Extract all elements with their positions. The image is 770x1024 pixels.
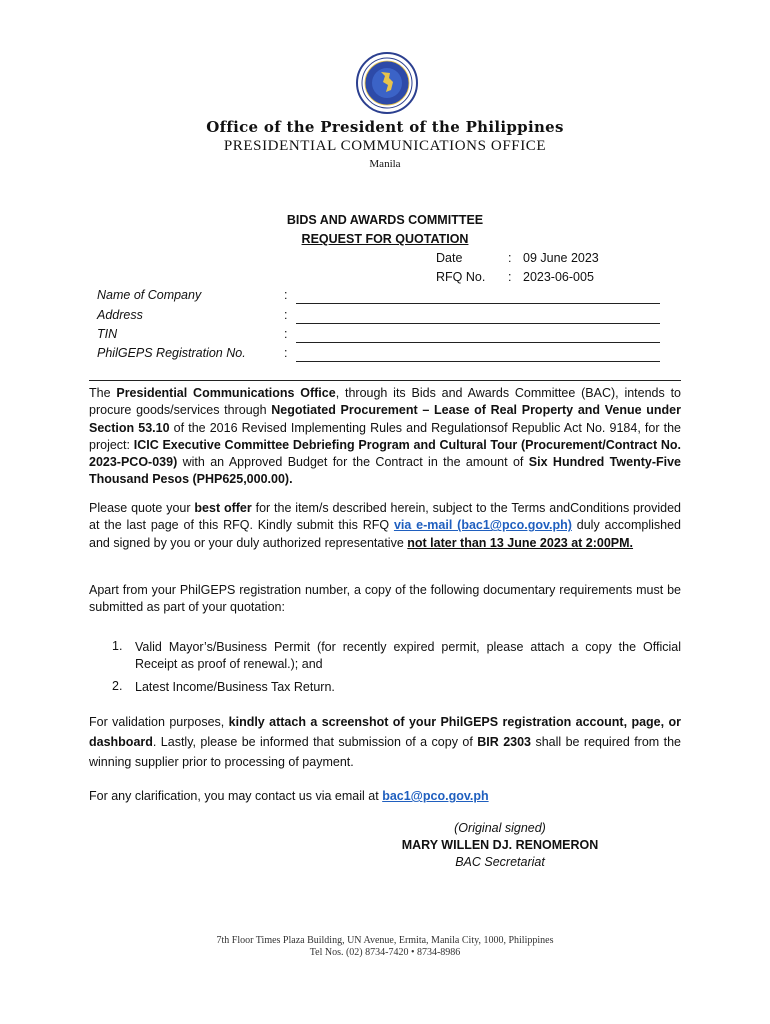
- contact-email-link[interactable]: bac1@pco.gov.ph: [382, 789, 489, 803]
- tin-field[interactable]: [296, 342, 660, 343]
- address-field[interactable]: [296, 323, 660, 324]
- date-label: Date: [436, 251, 463, 265]
- letterhead-department: PRESIDENTIAL COMMUNICATIONS OFFICE: [223, 138, 547, 154]
- document-title: REQUEST FOR QUOTATION: [301, 232, 469, 246]
- pco-seal-logo: [356, 52, 418, 114]
- company-name-field[interactable]: [296, 303, 660, 304]
- budget-amount: Six Hundred Twenty-Five Thousand Pesos (PHP625,000.00).: [89, 455, 681, 487]
- signature-note: (Original signed): [454, 821, 546, 835]
- pco-name: Presidential Communications Office: [116, 386, 336, 400]
- rfq-number-label: RFQ No.: [436, 270, 486, 284]
- list-number-1: 1.: [112, 639, 123, 653]
- company-name-colon: :: [284, 288, 288, 302]
- contact-paragraph: For any clarification, you may contact us via email at bac1@pco.gov.ph: [89, 789, 489, 803]
- footer-phone: Tel Nos. (02) 8734-7420 • 8734-8986: [309, 947, 461, 958]
- address-colon: :: [284, 308, 288, 322]
- requirement-item-1: Valid Mayor’s/Business Permit (for recently expired permit, please attach a copy the Official Receipt as proof of renewal.); and: [135, 640, 681, 672]
- letterhead-city: Manila: [369, 158, 401, 170]
- project-name: ICIC Executive Committee Debriefing Program and Cultural Tour (Procurement/Contract No. 2023-PCO-039): [89, 437, 681, 470]
- rfq-number-colon: :: [508, 270, 512, 284]
- address-label: Address: [97, 308, 143, 322]
- letterhead-office: Office of the President of the Philippines: [206, 118, 564, 136]
- philgeps-field[interactable]: [296, 361, 660, 362]
- date-value: 09 June 2023: [523, 251, 599, 265]
- email-submission-link[interactable]: via e-mail (bac1@pco.gov.ph): [393, 518, 572, 533]
- rfq-number-value: 2023-06-005: [523, 270, 594, 284]
- validation-paragraph: For validation purposes, kindly attach a screenshot of your PhilGEPS registration account, page, or dashboard. Lastly, please be informed that submission of a copy of BIR 2303 shall be required from the winning supplier prior to processing of payment.: [89, 715, 682, 769]
- requirement-item-2: Latest Income/Business Tax Return.: [135, 680, 335, 694]
- committee-heading: BIDS AND AWARDS COMMITTEE: [286, 213, 484, 227]
- company-name-label: Name of Company: [97, 288, 202, 302]
- procurement-mode: Negotiated Procurement – Lease of Real Property and Venue under Section 53.10: [89, 403, 681, 435]
- footer-address: 7th Floor Times Plaza Building, UN Avenue, Ermita, Manila City, 1000, Philippines: [216, 935, 554, 946]
- section-divider: [89, 380, 681, 381]
- tin-label: TIN: [97, 327, 118, 341]
- deadline-text: not later than 13 June 2023 at 2:00PM.: [407, 535, 634, 550]
- signatory-position: BAC Secretariat: [455, 855, 545, 869]
- requirements-paragraph: Apart from your PhilGEPS registration number, a copy of the following documentary requirements must be submitted as part of your quotation:: [89, 583, 681, 615]
- philgeps-colon: :: [284, 346, 288, 360]
- philgeps-label: PhilGEPS Registration No.: [97, 346, 246, 360]
- submission-paragraph: Please quote your best offer for the item/s described herein, subject to the Terms andConditions provided at the last page of this RFQ. Kindly submit this RFQ via e-mail (bac1@pco.gov.ph) duly accomplished and signed by you or your duly authorized representative not later than 13 June 2023 at 2:00PM.: [89, 501, 682, 550]
- signatory-name: MARY WILLEN DJ. RENOMERON: [401, 838, 599, 852]
- list-number-2: 2.: [112, 679, 123, 693]
- intro-paragraph: The Presidential Communications Office, through its Bids and Awards Committee (BAC), intends to procure goods/services through Negotiated Procurement – Lease of Real Property and Venue under Section 53.10 of the 2016 Revised Implementing Rules and Regulationsof Republic Act No. 9184, for the project: ICIC Executive Committee Debriefing Program and Cultural Tour (Procurement/Contract No. 2023-PCO-039) with an Approved Budget for the Contract in the amount of Six Hundred Twenty-Five Thousand Pesos (PHP625,000.00).: [89, 386, 682, 487]
- date-colon: :: [508, 251, 512, 265]
- tin-colon: :: [284, 327, 288, 341]
